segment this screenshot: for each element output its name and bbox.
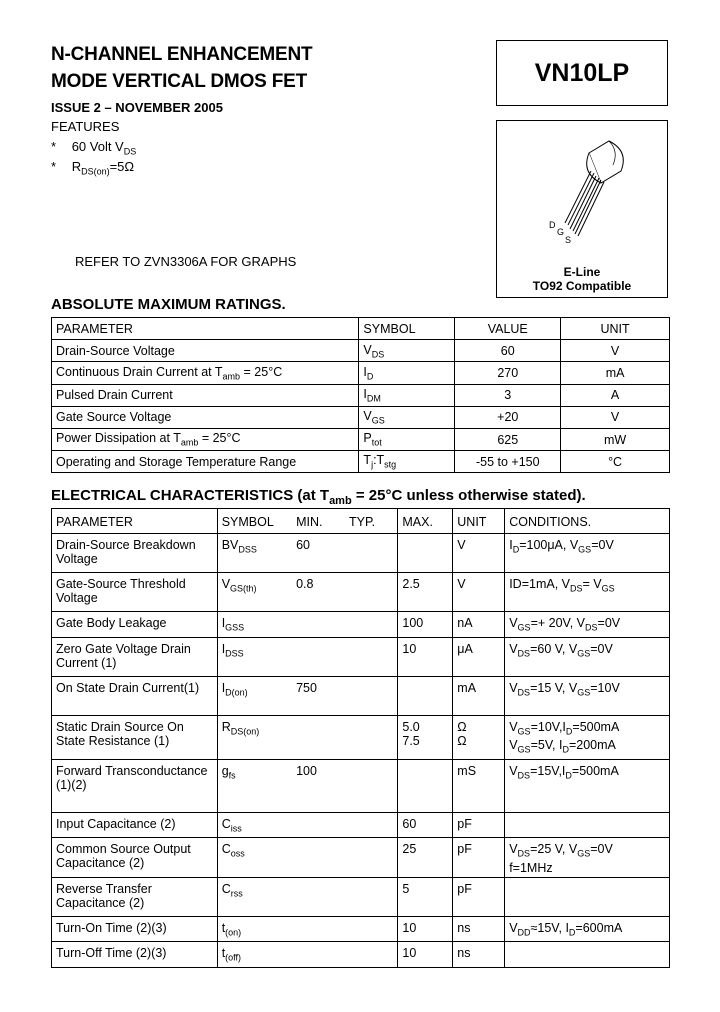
unit-cell: V: [561, 340, 670, 362]
typ-cell: [345, 812, 398, 838]
unit-cell: pF: [453, 838, 505, 878]
max-cell: 2.5: [398, 573, 453, 612]
condition-text: =10V: [590, 680, 620, 695]
symbol-sub: GS: [371, 415, 385, 426]
param-cell: Common Source Output Capacitance (2): [52, 838, 218, 878]
param-cell: Input Capacitance (2): [52, 812, 218, 838]
condition-sub: DS: [517, 648, 531, 658]
table-row: [52, 573, 670, 612]
unit-cell: μA: [453, 637, 505, 676]
symbol-sub: (off): [225, 952, 242, 963]
param-cell: Turn-Off Time (2)(3): [52, 942, 218, 968]
condition-sub: GS: [517, 744, 531, 755]
symbol-cell: [217, 534, 292, 573]
elec-heading-sub: amb: [329, 495, 352, 507]
condition-text: =200mA: [568, 738, 616, 752]
feature-text: 60 Volt V: [71, 139, 124, 154]
param-text: Gate Source Voltage: [56, 410, 172, 425]
param-cell: [52, 428, 359, 450]
condition-sub: D: [562, 744, 569, 755]
symbol-text: V: [363, 342, 372, 357]
symbol-sub: D: [366, 371, 374, 382]
typ-cell: [345, 612, 398, 638]
max-cell: 10: [398, 637, 453, 676]
min-cell: [292, 715, 345, 759]
condition-sub: DS: [517, 770, 531, 780]
condition-sub: DS: [570, 583, 583, 594]
table-header-row: [52, 509, 670, 534]
min-cell: 100: [292, 759, 345, 812]
max-cell: 5: [398, 877, 453, 916]
max-cell: 5.0 7.5: [398, 715, 453, 759]
symbol-cell: [217, 612, 292, 638]
header-cell: TYP.: [345, 509, 398, 534]
conditions-cell: [505, 759, 670, 812]
symbol-text: t: [221, 946, 226, 960]
min-cell: [292, 637, 345, 676]
symbol-text: I: [363, 364, 367, 379]
unit-cell: °C: [561, 451, 670, 473]
param-rest: = 25°C: [240, 364, 283, 379]
condition-text: ID=1mA, V: [509, 577, 570, 591]
condition-text: =10V,I: [530, 719, 566, 734]
symbol-sub: GSS: [225, 622, 245, 633]
max-cell: 25: [398, 838, 453, 878]
min-cell: 60: [292, 534, 345, 573]
condition-sub: GS: [578, 544, 592, 555]
conditions-cell: [505, 534, 670, 573]
param-cell: [52, 384, 359, 406]
param-text: Power Dissipation at T: [56, 431, 181, 446]
condition-text: I: [509, 538, 513, 552]
param-text: Operating and Storage Temperature Range: [56, 454, 297, 469]
condition-text: =15V,I: [530, 763, 566, 778]
header-cell: MIN.: [292, 509, 345, 534]
symbol-sub: D(on): [225, 687, 248, 697]
condition-sub: DS: [585, 622, 598, 633]
pin-label-d: D: [549, 220, 556, 230]
symbol-cell: [217, 573, 292, 612]
typ-cell: [345, 759, 398, 812]
symbol-sub: DS: [371, 349, 385, 360]
param-cell: [52, 362, 359, 384]
unit-cell: pF: [453, 877, 505, 916]
conditions-cell: [505, 838, 670, 878]
symbol-text: V: [363, 409, 372, 424]
symbol-text: P: [363, 431, 372, 446]
symbol-sub: fs: [228, 770, 236, 780]
condition-text: V: [509, 920, 518, 935]
symbol-cell: [217, 942, 292, 968]
condition-text: ≈15V, I: [530, 920, 569, 935]
condition-line: [509, 577, 665, 596]
param-cell: [52, 340, 359, 362]
symbol-text: BV: [221, 538, 239, 552]
condition-line: [509, 720, 665, 739]
symbol-cell: [359, 362, 455, 384]
symbol-sub: GS(th): [230, 583, 257, 594]
value-cell: -55 to +150: [455, 451, 561, 473]
symbol-cell: [217, 715, 292, 759]
header-cell: MAX.: [398, 509, 453, 534]
conditions-cell: [505, 942, 670, 968]
typ-cell: [345, 877, 398, 916]
symbol-sub: oss: [230, 848, 245, 859]
symbol-sub: j: [371, 459, 374, 470]
condition-sub: DS: [517, 687, 531, 697]
param-cell: Drain-Source Breakdown Voltage: [52, 534, 218, 573]
conditions-cell: [505, 877, 670, 916]
condition-text: = V: [582, 577, 602, 591]
feature-bullet: *: [51, 139, 57, 154]
title-line-1: N-CHANNEL ENHANCEMENT: [51, 44, 313, 65]
max-cell: 10: [398, 942, 453, 968]
conditions-cell: [505, 676, 670, 715]
refer-text: REFER TO ZVN3306A FOR GRAPHS: [75, 254, 297, 269]
condition-text: =15 V, V: [530, 680, 578, 695]
min-cell: [292, 812, 345, 838]
table-row: [52, 676, 670, 715]
condition-text: =0V: [590, 641, 613, 656]
condition-line: [509, 616, 665, 635]
min-cell: [292, 838, 345, 878]
table-row: [52, 942, 670, 968]
pin-label-s: S: [565, 235, 572, 245]
min-cell: 750: [292, 676, 345, 715]
header-cell: SYMBOL: [217, 509, 292, 534]
param-rest: = 25°C: [198, 431, 241, 446]
condition-text: V: [509, 719, 518, 734]
symbol-text: I: [221, 641, 226, 656]
part-number-box: [496, 40, 668, 106]
condition-text: =+ 20V, V: [530, 616, 586, 630]
table-row: [52, 916, 670, 942]
conditions-cell: [505, 916, 670, 942]
condition-sub: DD: [517, 927, 531, 937]
condition-sub: GS: [577, 648, 591, 658]
condition-text: V: [509, 616, 518, 630]
symbol-text: I: [221, 616, 226, 630]
table-header-row: [52, 318, 670, 340]
elec-table: [51, 508, 670, 968]
symbol-text: C: [221, 816, 231, 831]
feature-item: [51, 159, 134, 177]
max-cell: 60: [398, 812, 453, 838]
feature-sub: DS(on): [81, 166, 110, 177]
param-cell: Reverse Transfer Capacitance (2): [52, 877, 218, 916]
unit-cell: ns: [453, 942, 505, 968]
symbol-cell: [217, 877, 292, 916]
symbol-text: C: [221, 881, 231, 896]
features-heading: FEATURES: [51, 119, 120, 134]
symbol-cell: [217, 759, 292, 812]
symbol-cell: [217, 812, 292, 838]
condition-line: [509, 681, 665, 700]
issue-date: ISSUE 2 – NOVEMBER 2005: [51, 100, 223, 115]
condition-text: =0V: [591, 538, 614, 552]
param-cell: Turn-On Time (2)(3): [52, 916, 218, 942]
condition-sub: DS: [517, 848, 531, 859]
typ-cell: [345, 676, 398, 715]
value-cell: 625: [455, 428, 561, 450]
symbol-cell: [217, 676, 292, 715]
header-cell: UNIT: [453, 509, 505, 534]
condition-line: [509, 642, 665, 661]
symbol-sub: rss: [230, 888, 243, 898]
symbol-text: g: [221, 763, 229, 778]
param-text: Drain-Source Voltage: [56, 343, 175, 358]
condition-line: [509, 764, 665, 783]
param-cell: Gate-Source Threshold Voltage: [52, 573, 218, 612]
symbol-cell: [359, 451, 455, 473]
header-cell: PARAMETER: [52, 509, 218, 534]
condition-line: [509, 842, 665, 861]
table-row: [52, 340, 670, 362]
table-row: [52, 637, 670, 676]
symbol-sub: DS(on): [230, 726, 260, 736]
unit-cell: pF: [453, 812, 505, 838]
condition-text: =500mA: [572, 719, 620, 734]
symbol-text: I: [221, 680, 226, 695]
header-cell: CONDITIONS.: [505, 509, 670, 534]
table-row: [52, 812, 670, 838]
value-cell: 270: [455, 362, 561, 384]
condition-line: [509, 738, 665, 757]
pin-label-g: G: [557, 227, 565, 237]
condition-sub: GS: [577, 848, 591, 859]
symbol-cell: [217, 838, 292, 878]
condition-text: =60 V, V: [530, 641, 578, 656]
condition-text: f=1MHz: [509, 860, 553, 875]
to92-package-icon: [497, 121, 667, 261]
unit-cell: V: [453, 573, 505, 612]
symbol-cell: [359, 406, 455, 428]
min-cell: [292, 612, 345, 638]
part-number: VN10LP: [534, 58, 630, 87]
max-cell: [398, 676, 453, 715]
param-cell: Zero Gate Voltage Drain Current (1): [52, 637, 218, 676]
value-cell: 60: [455, 340, 561, 362]
header-cell: SYMBOL: [359, 318, 455, 340]
unit-cell: mW: [561, 428, 670, 450]
condition-sub: D: [568, 927, 576, 937]
package-compat: TO92 Compatible: [532, 279, 632, 293]
condition-text: V: [509, 641, 518, 656]
conditions-cell: [505, 715, 670, 759]
condition-line: [509, 921, 665, 940]
symbol-sub: DSS: [225, 648, 244, 658]
typ-cell: [345, 637, 398, 676]
table-row: [52, 534, 670, 573]
min-cell: [292, 916, 345, 942]
unit-cell: mA: [561, 362, 670, 384]
typ-cell: [345, 573, 398, 612]
table-row: [52, 384, 670, 406]
unit-cell: mA: [453, 676, 505, 715]
header-cell: UNIT: [561, 318, 670, 340]
feature-item: [51, 139, 136, 157]
feature-text: R: [71, 159, 82, 174]
abs-max-heading: ABSOLUTE MAXIMUM RATINGS.: [51, 296, 286, 313]
param-cell: Static Drain Source On State Resistance (1): [52, 715, 218, 759]
condition-text: V: [509, 842, 518, 856]
symbol-text: V: [221, 577, 231, 591]
unit-cell: mS: [453, 759, 505, 812]
typ-cell: [345, 916, 398, 942]
symbol2-text: :T: [373, 453, 385, 468]
condition-sub: GS: [517, 622, 531, 633]
doc-title: [51, 41, 312, 95]
unit-cell: nA: [453, 612, 505, 638]
symbol-text: t: [221, 920, 226, 935]
package-name: E-Line: [563, 265, 601, 279]
symbol-sub: tot: [371, 437, 382, 448]
param-sub: amb: [180, 437, 199, 448]
unit-cell: ns: [453, 916, 505, 942]
elec-heading-rest: = 25°C unless otherwise stated).: [355, 487, 586, 504]
param-cell: On State Drain Current(1): [52, 676, 218, 715]
condition-sub: D: [565, 726, 573, 736]
conditions-cell: [505, 812, 670, 838]
param-sub: amb: [222, 371, 241, 382]
table-row: [52, 451, 670, 473]
condition-sub: D: [565, 770, 572, 780]
condition-text: V: [509, 763, 518, 778]
feature-bullet: *: [51, 159, 57, 174]
symbol-sub: DM: [366, 393, 381, 404]
package-box: [496, 120, 668, 298]
symbol-cell: [359, 340, 455, 362]
unit-cell: V: [561, 406, 670, 428]
conditions-cell: [505, 573, 670, 612]
symbol-text: I: [363, 386, 367, 401]
table-row: [52, 715, 670, 759]
max-cell: [398, 759, 453, 812]
condition-sub: GS: [517, 726, 531, 736]
condition-text: =0V: [590, 842, 613, 856]
condition-text: =600mA: [575, 920, 623, 935]
abs-max-table: [51, 317, 670, 473]
table-row: [52, 612, 670, 638]
symbol-sub: DSS: [238, 544, 257, 555]
typ-cell: [345, 715, 398, 759]
condition-sub: GS: [577, 687, 591, 697]
table-row: [52, 428, 670, 450]
condition-line: [509, 538, 665, 557]
conditions-cell: [505, 612, 670, 638]
max-cell: [398, 534, 453, 573]
symbol-cell: [359, 384, 455, 406]
feature-rest: =5Ω: [109, 159, 135, 174]
conditions-cell: [505, 637, 670, 676]
elec-heading-text: ELECTRICAL CHARACTERISTICS (at T: [51, 487, 330, 504]
condition-sub: D: [512, 544, 520, 555]
unit-cell: V: [453, 534, 505, 573]
param-cell: [52, 406, 359, 428]
min-cell: 0.8: [292, 573, 345, 612]
unit-cell: A: [561, 384, 670, 406]
condition-text: V: [509, 738, 518, 752]
condition-text: =5V, I: [530, 738, 563, 752]
symbol-sub: (on): [225, 927, 242, 937]
header-cell: VALUE: [455, 318, 561, 340]
symbol-cell: [359, 428, 455, 450]
param-text: Continuous Drain Current at T: [56, 364, 223, 379]
condition-text: =25 V, V: [530, 842, 578, 856]
condition-text: =0V: [597, 616, 621, 630]
symbol2-sub: stg: [384, 459, 397, 470]
table-row: [52, 362, 670, 384]
elec-heading: [51, 487, 586, 507]
typ-cell: [345, 942, 398, 968]
symbol-cell: [217, 637, 292, 676]
unit-cell: Ω Ω: [453, 715, 505, 759]
param-cell: [52, 451, 359, 473]
symbol-text: R: [221, 719, 231, 734]
condition-sub: GS: [601, 583, 615, 594]
min-cell: [292, 942, 345, 968]
condition-line: [509, 861, 665, 875]
feature-sub: DS: [123, 146, 137, 157]
condition-text: =100μA, V: [519, 538, 579, 552]
param-cell: Forward Transconductance (1)(2): [52, 759, 218, 812]
value-cell: 3: [455, 384, 561, 406]
title-line-2: MODE VERTICAL DMOS FET: [51, 71, 307, 92]
table-row: [52, 877, 670, 916]
table-row: [52, 838, 670, 878]
param-cell: Gate Body Leakage: [52, 612, 218, 638]
condition-text: =500mA: [571, 763, 619, 778]
typ-cell: [345, 838, 398, 878]
table-row: [52, 406, 670, 428]
symbol-text: C: [221, 842, 231, 856]
symbol-cell: [217, 916, 292, 942]
table-row: [52, 759, 670, 812]
header-cell: PARAMETER: [52, 318, 359, 340]
min-cell: [292, 877, 345, 916]
max-cell: 10: [398, 916, 453, 942]
param-text: Pulsed Drain Current: [56, 388, 173, 403]
typ-cell: [345, 534, 398, 573]
symbol-text: T: [363, 453, 372, 468]
max-cell: 100: [398, 612, 453, 638]
value-cell: +20: [455, 406, 561, 428]
condition-text: V: [509, 680, 518, 695]
symbol-sub: iss: [230, 823, 242, 833]
